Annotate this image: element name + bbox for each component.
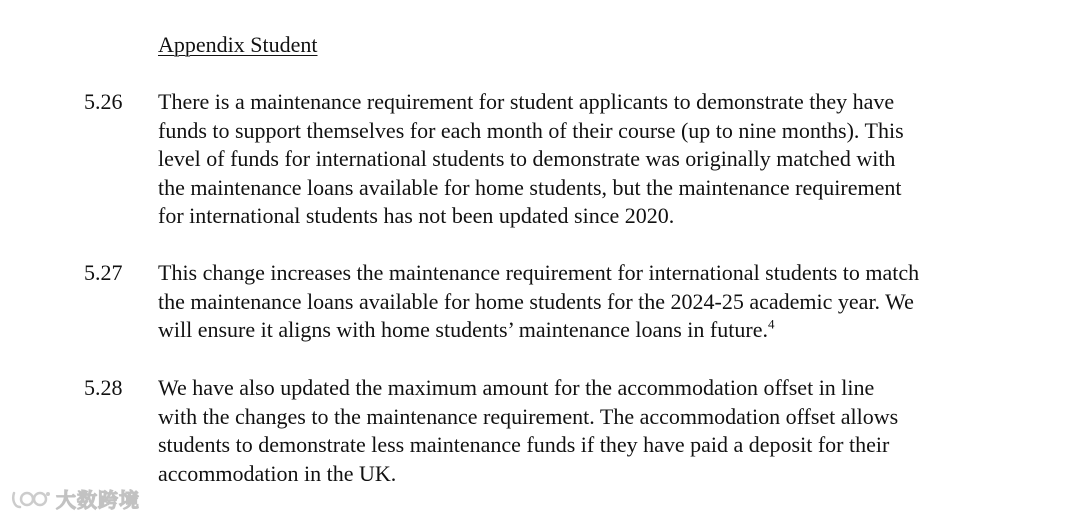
paragraph-number: 5.28	[84, 375, 123, 400]
text-line-with-footnote	[158, 316, 919, 345]
watermark-text: 大数跨境	[56, 488, 140, 512]
text-line: with the changes to the maintenance requirement. The accommodation offset allows	[158, 403, 899, 429]
text-line: accommodation in the UK.	[158, 460, 397, 486]
section-heading: Appendix Student	[158, 32, 318, 57]
paragraph-text	[158, 88, 904, 231]
paragraph-number: 5.26	[84, 89, 123, 114]
text-line: students to demonstrate less maintenance funds if they have paid a deposit for their	[158, 432, 890, 457]
text-line: funds to support themselves for each month of their course (up to nine months). This	[158, 117, 904, 143]
text-line-content: will ensure it aligns with home students’ maintenance loans in future.	[158, 317, 768, 342]
text-line: We have also updated the maximum amount for the accommodation offset in line	[158, 375, 875, 400]
footnote-marker[interactable]: 4	[767, 316, 775, 332]
paragraph-text	[158, 259, 919, 345]
text-line: level of funds for international students to demonstrate was originally matched with	[158, 146, 896, 171]
paragraph-text	[158, 374, 898, 488]
text-line: the maintenance loans available for home students for the 2024-25 academic year. We	[158, 288, 914, 314]
text-line: the maintenance loans available for home students, but the maintenance requirement	[158, 174, 902, 200]
paragraph-number: 5.27	[84, 260, 123, 285]
text-line: for international students has not been updated since 2020.	[158, 203, 675, 228]
text-line: This change increases the maintenance requirement for international students to match	[158, 260, 920, 285]
text-line: There is a maintenance requirement for student applicants to demonstrate they have	[158, 89, 895, 114]
watermark	[10, 484, 140, 513]
watermark-logo-icon	[10, 487, 52, 511]
